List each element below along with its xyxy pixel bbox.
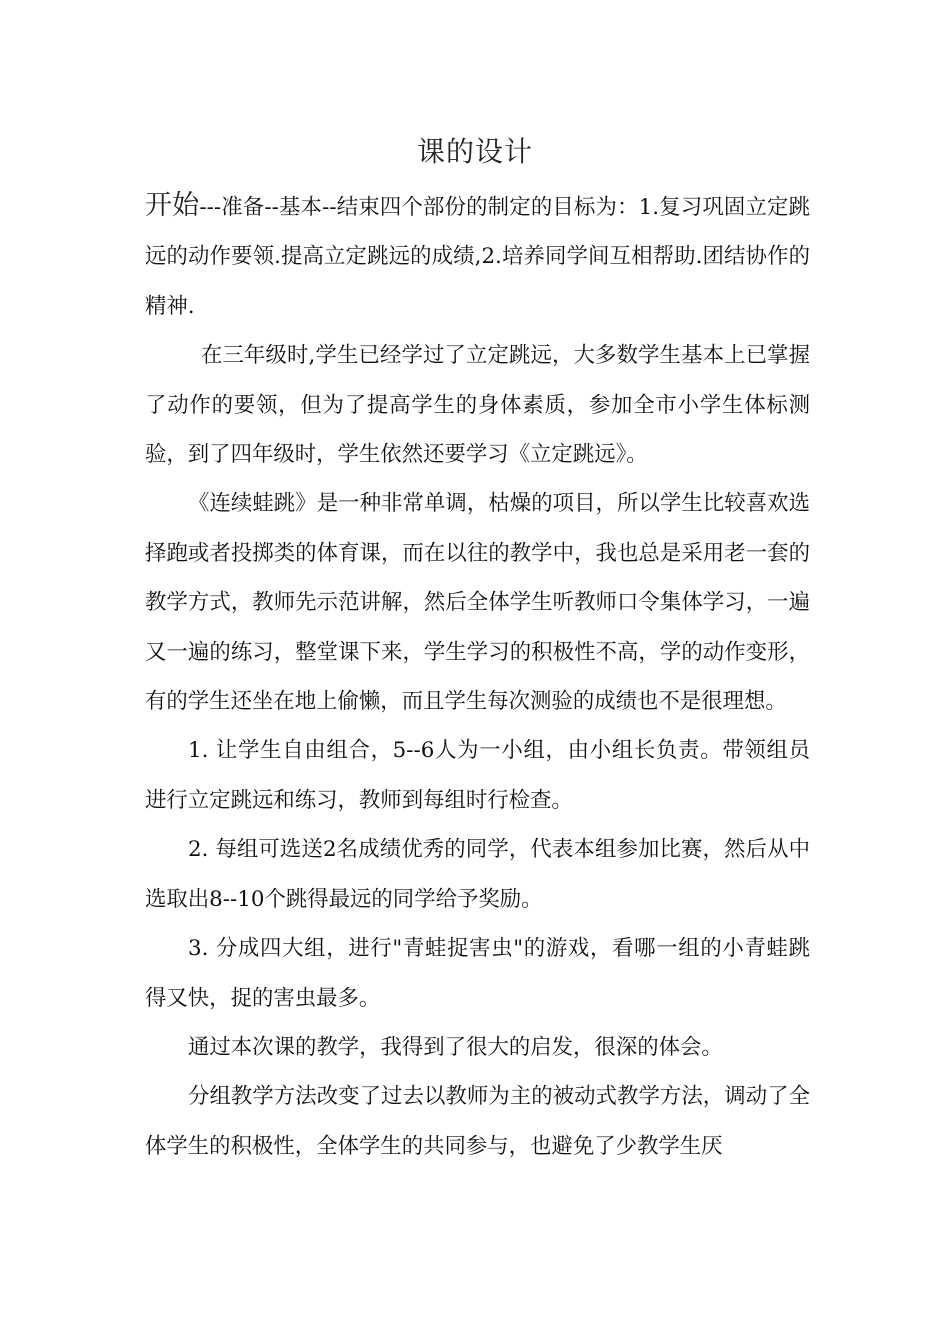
paragraph-step-3: 3. 分成四大组，进行"青蛙捉害虫"的游戏，看哪一组的小青蛙跳得又快，捉的害虫最多。: [145, 936, 810, 1011]
paragraph-problem: 《连续蛙跳》是一种非常单调，枯燥的项目，所以学生比较喜欢选择跑或者投掷类的体育课，而在以往的教学中，我也总是采用老一套的教学方式，教师先示范讲解，然后全体学生听教师口令集体学习，一遍又一遍的练习，整堂课下来，学生学习的积极性不高，学的动作变形，有的学生还坐在地上偷懒，而且学生每次测验的成绩也不是很理想。: [145, 491, 810, 715]
document-title: 课的设计: [416, 135, 533, 168]
document-body: [145, 181, 810, 1171]
paragraph-lead: 开始: [145, 190, 200, 221]
paragraph-background: 在三年级时,学生已经学过了立定跳远，大多数学生基本上已掌握了动作的要领，但为了提高学生的身体素质，参加全市小学生体标测验，到了四年级时，学生依然还要学习《立定跳远》。: [145, 343, 810, 468]
paragraph-conclusion: 分组教学方法改变了过去以教师为主的被动式教学方法，调动了全体学生的积极性，全体学生的共同参与，也避免了少教学生厌: [145, 1084, 810, 1159]
paragraph-step-2: 2. 每组可选送2名成绩优秀的同学，代表本组参加比赛，然后从中选取出8--10个跳得最远的同学给予奖励。: [145, 837, 810, 912]
paragraph-reflection: 通过本次课的教学，我得到了很大的启发，很深的体会。: [188, 1034, 723, 1060]
paragraph-step-1: 1. 让学生自由组合，5--6人为一小组，由小组长负责。带领组员进行立定跳远和练习，教师到每组时行检查。: [145, 738, 810, 813]
paragraph-text: ---准备--基本--结束四个部份的制定的目标为：1.复习巩固立定跳远的动作要领.提高立定跳远的成绩,2.培养同学间互相帮助.团结协作的精神.: [145, 195, 810, 319]
paragraph-goals: [145, 181, 810, 331]
